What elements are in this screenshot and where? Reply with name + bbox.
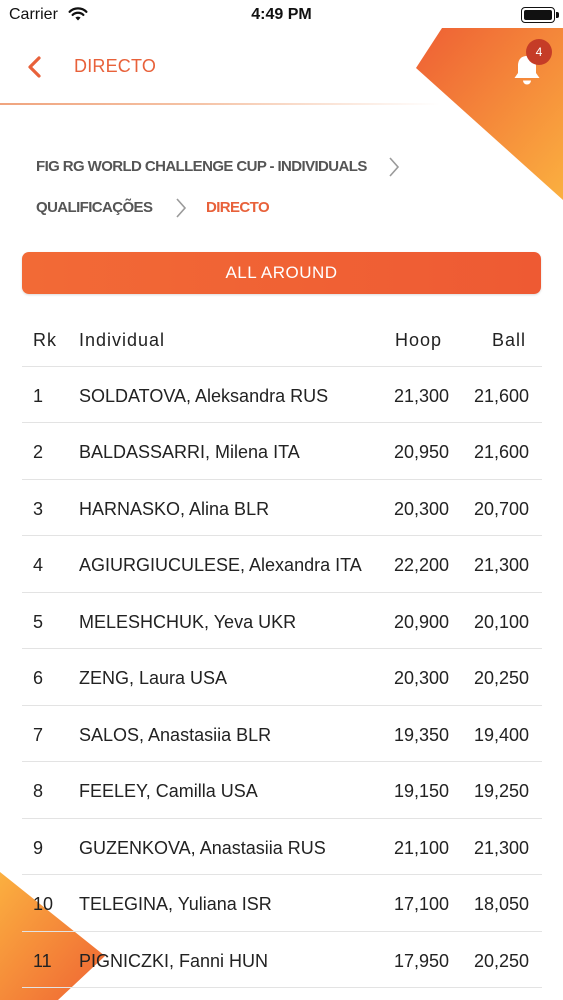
chevron-right-icon	[174, 196, 188, 220]
table-row[interactable]	[22, 931, 542, 987]
rank-cell: 8	[33, 781, 44, 801]
table-row[interactable]	[22, 535, 542, 591]
all-around-button[interactable]: ALL AROUND	[22, 252, 541, 294]
hoop-score-cell: 20,300	[393, 499, 449, 519]
athlete-name-cell: ZENG, Laura USA	[79, 668, 228, 688]
ball-score-cell: 20,250	[473, 668, 529, 688]
table-row[interactable]	[22, 874, 542, 930]
table-row[interactable]	[22, 648, 542, 704]
table-row[interactable]	[22, 422, 542, 478]
table-row[interactable]	[22, 761, 542, 817]
table-row[interactable]	[22, 705, 542, 761]
chevron-right-icon	[387, 155, 401, 179]
ball-score-cell: 19,250	[473, 781, 529, 801]
status-bar	[0, 0, 563, 30]
rank-cell: 11	[33, 951, 52, 971]
hoop-score-cell: 22,200	[393, 555, 449, 575]
ball-score-cell: 21,300	[473, 555, 529, 575]
breadcrumb-item-qualifications[interactable]: QUALIFICAÇÕES	[36, 199, 153, 216]
rank-cell: 7	[33, 725, 44, 745]
rank-cell: 5	[33, 612, 44, 632]
ball-score-cell: 21,600	[473, 386, 529, 406]
athlete-name-cell: SALOS, Anastasiia BLR	[79, 725, 272, 745]
table-row[interactable]	[22, 366, 542, 422]
header-divider	[0, 103, 440, 105]
hoop-score-cell: 19,350	[393, 725, 449, 745]
athlete-name-cell: AGIURGIUCULESE, Alexandra ITA	[79, 555, 362, 575]
battery-icon	[521, 7, 555, 23]
breadcrumb-item-current: DIRECTO	[206, 199, 270, 216]
ball-score-cell: 18,050	[473, 894, 529, 914]
athlete-name-cell: MELESHCHUK, Yeva UKR	[79, 612, 297, 632]
notification-count-badge: 4	[526, 39, 552, 65]
column-header-ball[interactable]: Ball	[492, 330, 527, 350]
ball-score-cell: 21,600	[473, 442, 529, 462]
clock: 4:49 PM	[251, 6, 312, 23]
back-button[interactable]	[22, 52, 50, 82]
carrier-label: Carrier	[9, 6, 58, 23]
athlete-name-cell: PIGNICZKI, Fanni HUN	[79, 951, 269, 971]
ball-score-cell: 20,250	[473, 951, 529, 971]
column-header-individual: Individual	[79, 330, 166, 350]
athlete-name-cell: TELEGINA, Yuliana ISR	[79, 894, 272, 914]
breadcrumb-item-competition[interactable]: FIG RG WORLD CHALLENGE CUP - INDIVIDUALS	[36, 158, 367, 175]
column-header-hoop[interactable]: Hoop	[395, 330, 443, 350]
hoop-score-cell: 21,100	[393, 838, 449, 858]
rank-cell: 3	[33, 499, 44, 519]
ball-score-cell: 19,400	[473, 725, 529, 745]
table-row[interactable]	[22, 818, 542, 874]
hoop-score-cell: 21,300	[393, 386, 449, 406]
ball-score-cell: 20,100	[473, 612, 529, 632]
athlete-name-cell: SOLDATOVA, Aleksandra RUS	[79, 386, 329, 406]
hoop-score-cell: 19,150	[393, 781, 449, 801]
table-row[interactable]	[22, 479, 542, 535]
ball-score-cell: 20,700	[473, 499, 529, 519]
athlete-name-cell: GUZENKOVA, Anastasiia RUS	[79, 838, 326, 858]
rank-cell: 4	[33, 555, 44, 575]
column-header-rank: Rk	[33, 330, 57, 350]
rank-cell: 9	[33, 838, 44, 858]
athlete-name-cell: FEELEY, Camilla USA	[79, 781, 258, 801]
hoop-score-cell: 20,900	[393, 612, 449, 632]
rank-cell: 10	[33, 894, 54, 914]
athlete-name-cell: BALDASSARRI, Milena ITA	[79, 442, 300, 462]
table-row[interactable]	[22, 592, 542, 648]
rank-cell: 2	[33, 442, 44, 462]
chevron-left-icon	[30, 58, 39, 76]
page-title: DIRECTO	[74, 56, 157, 76]
rank-cell: 6	[33, 668, 44, 688]
table-row-partial	[22, 987, 542, 1000]
hoop-score-cell: 20,300	[393, 668, 449, 688]
hoop-score-cell: 20,950	[393, 442, 449, 462]
hoop-score-cell: 17,950	[393, 951, 449, 971]
ball-score-cell: 21,300	[473, 838, 529, 858]
rank-cell: 1	[33, 386, 44, 406]
athlete-name-cell: HARNASKO, Alina BLR	[79, 499, 270, 519]
hoop-score-cell: 17,100	[393, 894, 449, 914]
